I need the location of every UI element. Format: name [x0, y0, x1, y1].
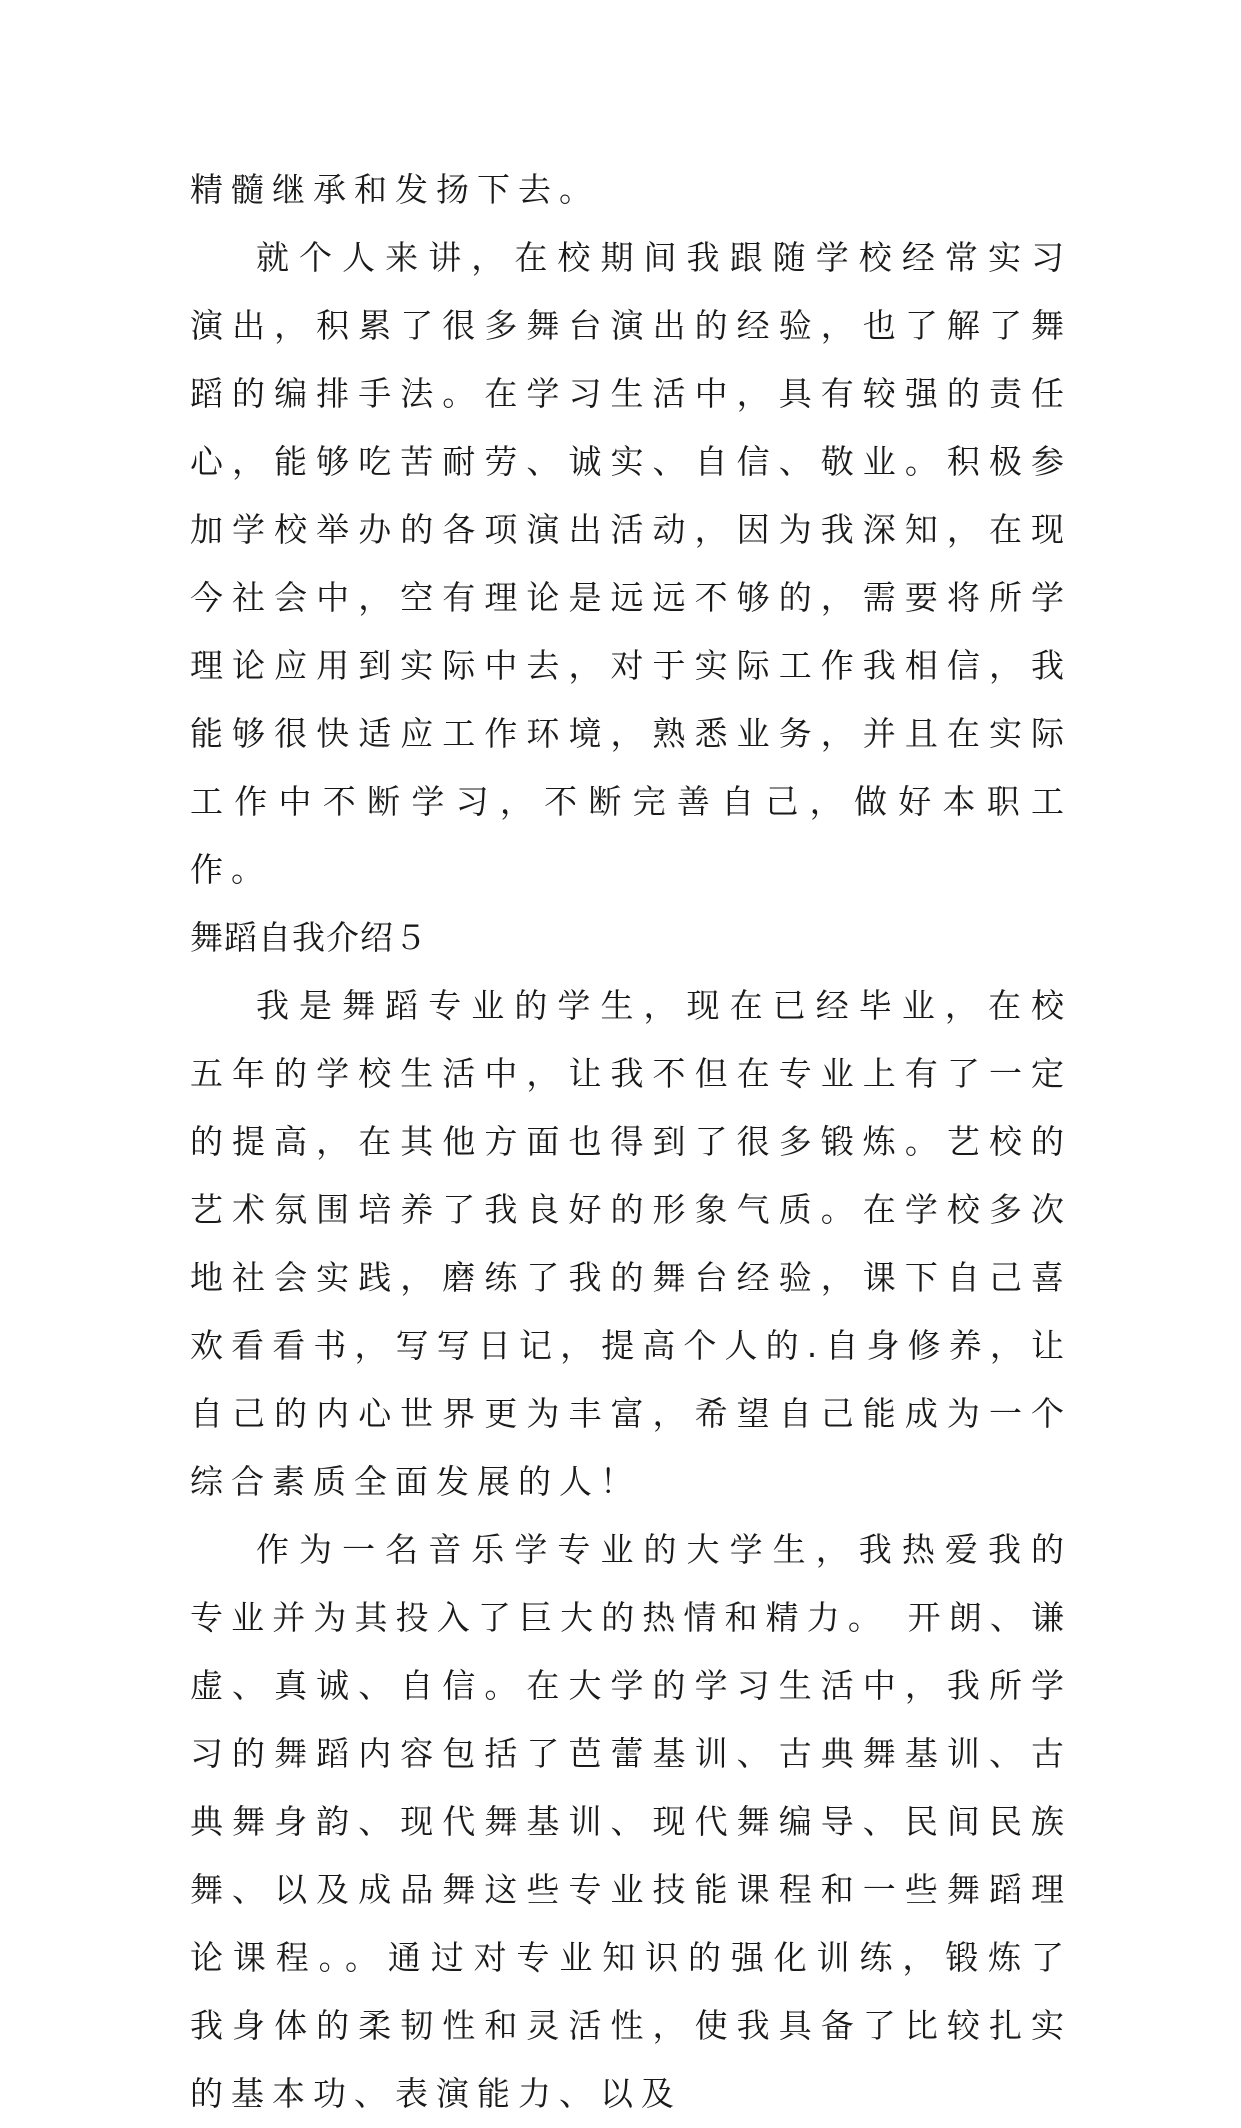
- paragraph-dance-student: 我是舞蹈专业的学生，现在已经毕业，在校五年的学校生活中，让我不但在专业上有了一定的提高，在其他方面也得到了很多锻炼。艺校的艺术氛围培养了我良好的形象气质。在学校多次地社会实践，磨练了我的舞台经验，课下自己喜欢看看书，写写日记，提高个人的.自身修养，让自己的内心世界更为丰富，希望自己能成为一个综合素质全面发展的人！: [190, 986, 1072, 1501]
- continued-paragraph: 精髓继承和发扬下去。: [190, 170, 600, 209]
- paragraph-experience: 就个人来讲，在校期间我跟随学校经常实习演出，积累了很多舞台演出的经验，也了解了舞蹈的编排手法。在学习生活中，具有较强的责任心，能够吃苦耐劳、诚实、自信、敬业。积极参加学校举办的各项演出活动，因为我深知，在现今社会中，空有理论是远远不够的，需要将所学理论应用到实际中去，对于实际工作我相信，我能够很快适应工作环境，熟悉业务，并且在实际工作中不断学习，不断完善自己，做好本职工作。: [190, 238, 1072, 889]
- paragraph-music-student: 作为一名音乐学专业的大学生，我热爱我的专业并为其投入了巨大的热情和精力。 开朗、谦虚、真诚、自信。在大学的学习生活中，我所学习的舞蹈内容包括了芭蕾基训、古典舞基训、古典舞身韵、现代舞基训、现代舞编导、民间民族舞、以及成品舞这些专业技能课程和一些舞蹈理论课程。。通过对专业知识的强化训练，锻炼了我身体的柔韧性和灵活性，使我具备了比较扎实的基本功、表演能力、以及: [190, 1530, 1072, 2113]
- document-body: [190, 156, 1072, 2128]
- section-heading: 舞蹈自我介绍５: [190, 918, 428, 957]
